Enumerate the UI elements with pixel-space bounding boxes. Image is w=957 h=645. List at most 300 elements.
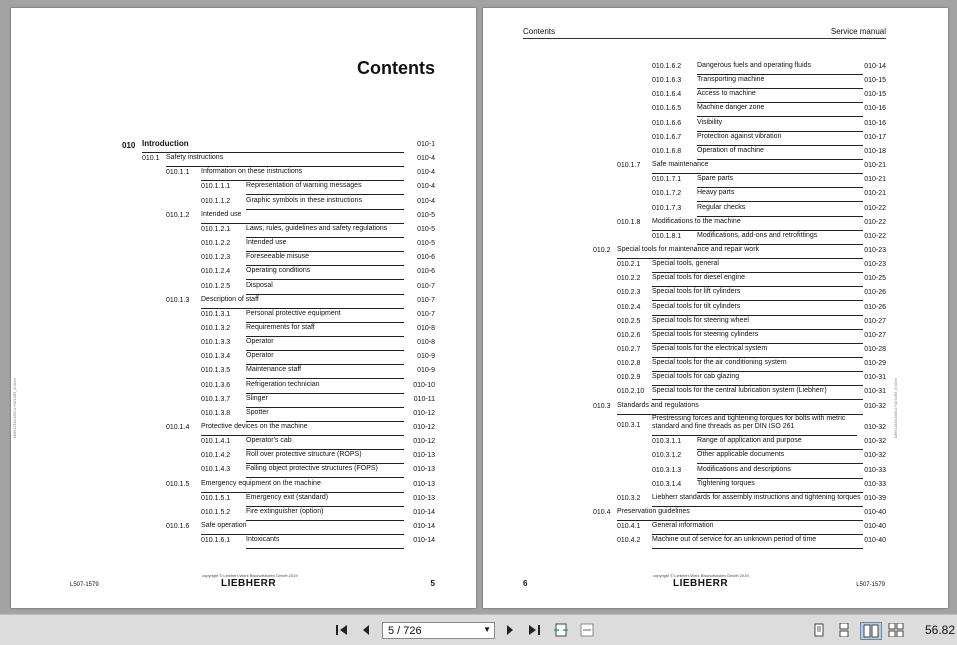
toc-entry-number: 010.2.3 <box>617 289 641 297</box>
toc-entry-title-text: Representation of warning messages <box>246 182 362 190</box>
toc-entry[interactable] <box>483 302 948 316</box>
toc-entry[interactable] <box>11 521 476 535</box>
toc-entry-number: 010.1.6.7 <box>652 133 682 141</box>
toc-entry[interactable] <box>483 259 948 273</box>
toc-entry[interactable] <box>483 61 948 75</box>
toc-entry-number: 010.4 <box>593 509 611 516</box>
toc-entry-title-text: Special tools for maintenance and repair work <box>617 245 760 253</box>
toc-entry-title <box>246 535 404 549</box>
toc-entry[interactable] <box>11 167 476 181</box>
toc-entry-page: 010-12 <box>413 438 435 446</box>
toc-entry-title <box>652 493 863 507</box>
toc-entry-page: 010-16 <box>864 105 886 113</box>
toc-entry-title-text: Machine out of service for an unknown period of time <box>652 536 817 544</box>
toc-entry-title <box>246 380 404 394</box>
toc-entry-title-text: Special tools, general <box>652 260 719 268</box>
toc-entry[interactable] <box>483 465 948 479</box>
toc-entry-title <box>617 507 863 521</box>
first-page-icon[interactable] <box>334 622 350 638</box>
toc-entry-page: 010-13 <box>413 494 435 502</box>
toc-entry[interactable] <box>483 160 948 174</box>
chevron-down-icon[interactable]: ▼ <box>483 625 491 634</box>
toc-entry-title-text: Special tools for the air conditioning system <box>652 359 787 367</box>
toc-entry[interactable] <box>11 139 476 153</box>
toc-entry-title <box>201 295 404 309</box>
toc-entry-title-text: Modifications and descriptions <box>697 465 791 473</box>
toc-entry[interactable] <box>483 188 948 202</box>
toc-entry-title <box>697 61 863 75</box>
toc-entry-page: 010-9 <box>417 367 435 375</box>
toc-entry-number: 010.1.1.1 <box>201 183 231 191</box>
toc-entry[interactable] <box>483 372 948 386</box>
toc-entry-title-text: Operator's cab <box>246 437 292 445</box>
toc-entry-title-text: Emergency equipment on the machine <box>201 479 321 487</box>
toc-entry[interactable] <box>11 281 476 295</box>
toc-entry[interactable] <box>483 415 948 429</box>
toc-entry-title-text: Visibility <box>697 118 723 126</box>
toc-entry[interactable] <box>483 287 948 301</box>
toc-entry-number: 010.3.1.4 <box>652 480 682 488</box>
toc-entry-number: 010.1.3.7 <box>201 395 231 403</box>
navigation-toolbar <box>0 614 957 645</box>
two-page-continuous-icon[interactable] <box>888 622 904 638</box>
toc-entry-title-text: Information on these instructions <box>201 168 303 176</box>
toc-entry-title <box>246 323 404 337</box>
toc-entry-title <box>246 394 404 408</box>
toc-entry[interactable] <box>483 174 948 188</box>
toc-entry-page: 010-7 <box>417 282 435 290</box>
toc-entry-title-text: Intoxicants <box>246 536 280 544</box>
toc-entry-page: 010-4 <box>417 169 435 177</box>
toc-entry-title <box>201 521 404 535</box>
next-page-icon[interactable] <box>502 622 518 638</box>
toc-entry-page: 010-26 <box>864 303 886 311</box>
toc-entry[interactable] <box>11 535 476 549</box>
toc-entry-title-text: Modifications, add-ons and retrofittings <box>697 231 818 239</box>
toc-entry[interactable] <box>11 323 476 337</box>
zoom-level[interactable]: 56.82 <box>924 623 955 637</box>
toc-entry-number: 010.1.8 <box>617 218 641 226</box>
toc-entry-title-text: Prestressing forces and tightening torques for bolts with metric standard and fine threads as per DIN ISO 261 <box>652 414 846 430</box>
toc-entry-title <box>652 316 863 330</box>
toc-entry-page: 010-6 <box>417 254 435 262</box>
toc-entry-title-text: Laws, rules, guidelines and safety regulations <box>246 224 388 232</box>
toc-entry-page: 010-15 <box>864 91 886 99</box>
toc-entry-title <box>697 479 863 493</box>
toc-entry[interactable] <box>483 103 948 117</box>
toc-entry-title-text: Refrigeration technician <box>246 380 320 388</box>
toc-entry-title <box>617 245 863 259</box>
toc-entry-number: 010.1.3.1 <box>201 310 231 318</box>
toc-entry-page: 010-26 <box>864 289 886 297</box>
page-6 <box>483 8 948 608</box>
toc-entry-title-text: Emergency exit (standard) <box>246 493 329 501</box>
toc-entry-title-text: Operator <box>246 338 274 346</box>
toc-entry[interactable] <box>11 351 476 365</box>
toc-entry-title <box>246 464 404 478</box>
toc-entry-title-text: Intended use <box>246 239 287 247</box>
fit-width-icon[interactable] <box>579 622 595 638</box>
side-code: LWH/12344/4/06/11+02/10/83_0/10/en <box>894 378 899 438</box>
toc-entry-number: 010.1.6.5 <box>652 105 682 113</box>
toc-entry-title <box>246 351 404 365</box>
toc-entry[interactable] <box>11 365 476 379</box>
contents-heading: Contents <box>357 58 435 78</box>
toc-entry[interactable] <box>11 493 476 507</box>
toc-entry-number: 010.4.2 <box>617 537 641 545</box>
toc-entry[interactable] <box>11 464 476 478</box>
toc-entry-number: 010.2.8 <box>617 360 641 368</box>
toc-entry-number: 010.1 <box>142 155 160 163</box>
toc-entry[interactable] <box>483 75 948 89</box>
liebherr-logo: LIEBHERR <box>221 578 277 589</box>
toc-entry[interactable] <box>483 217 948 231</box>
toc-entry-number: 010.2.9 <box>617 374 641 382</box>
toc-entry-page: 010-4 <box>417 155 435 163</box>
toc-entry-page: 010-33 <box>864 466 886 474</box>
toc-entry-page: 010-23 <box>864 246 886 254</box>
toc-entry-page: 010-21 <box>864 162 886 170</box>
toc-entry-title-text: Protection against vibration <box>697 132 782 140</box>
toc-entry-title <box>652 330 863 344</box>
toc-entry-number: 010.1.6 <box>166 523 190 531</box>
toc-entry[interactable] <box>483 479 948 493</box>
toc-entry-title-text: Special tools for the electrical system <box>652 345 768 352</box>
toc-entry-page: 010-17 <box>864 133 886 141</box>
toc-entry-page: 010-18 <box>864 147 886 155</box>
toc-entry[interactable] <box>483 386 948 400</box>
toc-entry-page: 010-39 <box>864 494 886 502</box>
liebherr-logo: LIEBHERR <box>673 578 729 589</box>
toc-entry[interactable] <box>11 394 476 408</box>
toc-entry[interactable] <box>11 266 476 280</box>
toc-entry-title <box>246 450 404 464</box>
toc-entry-title-text: Tightening torques <box>697 479 755 487</box>
toc-entry-title <box>652 415 857 436</box>
toc-entry-title-text: Standards and regulations <box>617 401 699 409</box>
toc-entry-number: 010.4.1 <box>617 523 641 531</box>
toc-entry-page: 010-21 <box>864 176 886 184</box>
toc-entry-number: 010.1.6.8 <box>652 147 682 155</box>
toc-entry[interactable] <box>11 153 476 167</box>
toc-entry[interactable] <box>11 196 476 210</box>
toc-entry[interactable] <box>11 210 476 224</box>
toc-entry-title <box>142 139 404 153</box>
toc-entry[interactable] <box>11 238 476 252</box>
footer-code: L507-1579 <box>856 582 885 588</box>
toc-entry-title-text: Fire extinguisher (option) <box>246 507 324 515</box>
toc-entry-title <box>246 252 404 266</box>
toc-entry-number: 010.1.3.6 <box>201 381 231 389</box>
toc-entry-number: 010.2.1 <box>617 261 641 269</box>
toc-entry-title-text: General information <box>652 522 714 530</box>
toc-entry-page: 010-22 <box>864 218 886 226</box>
toc-entry[interactable] <box>483 231 948 245</box>
toc-entry[interactable] <box>11 507 476 521</box>
toc-entry[interactable] <box>11 224 476 238</box>
toc-entry-number: 010.1.3.4 <box>201 353 231 361</box>
toc-entry-page: 010-14 <box>413 523 435 531</box>
toc-entry-number: 010.1.2.5 <box>201 282 231 290</box>
toc-entry-number: 010.1.3.8 <box>201 409 231 417</box>
toc-entry-page: 010-10 <box>413 381 435 389</box>
toc-entry-title-text: Special tools for tilt cylinders <box>652 302 741 310</box>
toc-entry-number: 010.1.2.1 <box>201 225 231 233</box>
toc-entry-page: 010-40 <box>864 509 886 516</box>
toc-entry-title-text: Operating conditions <box>246 267 311 275</box>
toc-entry-page: 010-32 <box>864 423 886 431</box>
toc-entry-page: 010-9 <box>417 353 435 361</box>
toc-entry-title <box>697 231 863 245</box>
toc-entry-title-text: Special tools for steering wheel <box>652 316 749 324</box>
toc-entry-page: 010-14 <box>413 537 435 545</box>
toc-entry-title-text: Safety instructions <box>166 154 224 162</box>
toc-entry[interactable] <box>483 245 948 259</box>
toc-entry-title-text: Spare parts <box>697 175 734 183</box>
toc-entry-title <box>697 465 863 479</box>
toc-entry-page: 010-27 <box>864 317 886 325</box>
toc-entry-number: 010.1.1 <box>166 169 190 177</box>
toc-entry-page: 010-14 <box>413 508 435 516</box>
toc-entry-page: 010-32 <box>864 452 886 460</box>
toc-entry-title-text: Special tools for steering cylinders <box>652 330 759 338</box>
toc-entry-number: 010.3.1.3 <box>652 466 682 474</box>
toc-entry-number: 010.2.4 <box>617 303 641 311</box>
toc-entry-title <box>652 160 863 174</box>
toc-entry-page: 010-8 <box>417 339 435 347</box>
toc-entry-title <box>697 174 863 188</box>
header-rule <box>523 38 886 39</box>
toc-entry-title-text: Transporting machine <box>697 76 765 84</box>
toc-entry-title <box>246 281 404 295</box>
toc-entry-title <box>201 479 404 493</box>
toc-entry-page: 010-12 <box>413 424 435 431</box>
toc-entry-number: 010.1.4.2 <box>201 452 231 460</box>
toc-entry-page: 010-25 <box>864 275 886 283</box>
toc-entry-title <box>697 188 863 202</box>
toc-entry-title-text: Range of application and purpose <box>697 437 802 445</box>
header-right: Service manual <box>830 27 886 36</box>
toc-entry-number: 010.1.3.5 <box>201 367 231 375</box>
toc-entry[interactable] <box>483 358 948 372</box>
toc-entry-page: 010-5 <box>417 225 435 233</box>
toc-entry-title-text: Operation of machine <box>697 146 764 154</box>
toc-entry-title-text: Disposal <box>246 281 273 289</box>
prev-page-icon[interactable] <box>358 622 374 638</box>
toc-entry-title <box>652 372 863 386</box>
continuous-icon[interactable] <box>836 622 852 638</box>
copyright-note: copyright © Liebherr-Werk Bischofshofen GmbH 2019 <box>653 573 749 578</box>
toc-entry[interactable] <box>483 132 948 146</box>
toc-entry-page: 010-40 <box>864 537 886 545</box>
toc-entry-number: 010.1.7.2 <box>652 190 682 198</box>
toc-entry-title-text: Personal protective equipment <box>246 309 341 317</box>
toc-entry-page: 010-7 <box>417 296 435 304</box>
toc-entry[interactable] <box>11 479 476 493</box>
toc-entry-page: 010-4 <box>417 183 435 191</box>
toc-entry-title <box>652 217 863 231</box>
toc-entry-page: 010-23 <box>864 261 886 269</box>
toc-entry-title <box>617 401 863 415</box>
toc-entry-title <box>652 386 863 400</box>
toc-entry-page: 010-31 <box>864 374 886 382</box>
toc-entry[interactable] <box>11 450 476 464</box>
toc-entry-title <box>201 210 404 224</box>
two-page-icon[interactable] <box>860 622 882 640</box>
toc-entry[interactable] <box>11 380 476 394</box>
toc-entry[interactable] <box>483 344 948 358</box>
toc-entry-title-text: Protective devices on the machine <box>201 423 308 430</box>
toc-entry-number: 010.2.6 <box>617 331 641 339</box>
toc-entry-title-text: Regular checks <box>697 203 746 211</box>
toc-entry-page: 010-40 <box>864 523 886 531</box>
toc-entry-page: 010-22 <box>864 204 886 212</box>
toc-entry[interactable] <box>483 146 948 160</box>
side-code: LWH/12344/4/06/11+02/10/83_0/10/en <box>13 378 17 438</box>
toc-entry-number: 010.1.3 <box>166 296 190 304</box>
toc-entry-page: 010-5 <box>417 211 435 219</box>
toc-entry-page: 010-32 <box>864 438 886 446</box>
toc-entry-title-text: Safe operation <box>201 522 247 530</box>
toc-entry[interactable] <box>11 337 476 351</box>
toc-entry[interactable] <box>11 408 476 422</box>
toc-entry-page: 010-6 <box>417 268 435 276</box>
toc-entry[interactable] <box>483 316 948 330</box>
toc-entry[interactable] <box>11 422 476 436</box>
toc-entry-page: 010-31 <box>864 388 886 396</box>
toc-entry[interactable] <box>483 401 948 415</box>
toc-entry-number: 010.2.2 <box>617 275 641 283</box>
toc-entry[interactable] <box>483 450 948 464</box>
toc-entry-title <box>652 259 863 273</box>
toc-entry-title <box>652 287 863 301</box>
toc-entry-page: 010-15 <box>864 77 886 85</box>
toc-entry[interactable] <box>483 535 948 549</box>
toc-entry-title-text: Roll over protective structure (ROPS) <box>246 451 362 459</box>
toc-entry-number: 010.3.1.1 <box>652 438 682 446</box>
toc-entry-title-text: Requirements for staff <box>246 323 315 331</box>
toc-entry[interactable] <box>483 436 948 450</box>
toc-entry-title <box>697 203 863 217</box>
toc-entry-title <box>246 365 404 379</box>
toc-entry-number: 010.1.2.2 <box>201 240 231 248</box>
last-page-icon[interactable] <box>526 622 542 638</box>
toc-entry-title <box>652 273 863 287</box>
toc-entry-number: 010.1.6.6 <box>652 119 682 127</box>
single-page-icon[interactable] <box>811 622 827 638</box>
toc-entry-title <box>246 507 404 521</box>
toc-entry-title <box>246 337 404 351</box>
toc-entry-number: 010.1.2.3 <box>201 254 231 262</box>
toc-entry-number: 010.1.4 <box>166 424 190 431</box>
toc-entry-number: 010.3.1 <box>617 421 641 429</box>
toc-entry[interactable] <box>11 181 476 195</box>
toc-entry-number: 010.1.7 <box>617 162 641 170</box>
toc-entry-title-text: Intended use <box>201 210 242 218</box>
toc-entry-title-text: Spotter <box>246 408 269 416</box>
toc-entry-title <box>697 146 863 160</box>
fit-page-icon[interactable] <box>553 622 569 638</box>
toc-entry-title <box>652 344 863 358</box>
toc-entry-number: 010.1.2.4 <box>201 268 231 276</box>
toc-entry-title-text: Preservation guidelines <box>617 508 690 515</box>
toc-entry-page: 010-11 <box>413 395 435 403</box>
toc-entry[interactable] <box>483 273 948 287</box>
toc-entry-title-text: Liebherr standards for assembly instructions and tightening torques <box>652 493 861 501</box>
toc-entry[interactable] <box>483 507 948 521</box>
toc-entry-number: 010.1.3.3 <box>201 339 231 347</box>
toc-entry[interactable] <box>11 309 476 323</box>
toc-entry-title-text: Access to machine <box>697 90 756 98</box>
toc-entry-title <box>652 535 863 549</box>
toc-entry-title <box>697 436 863 450</box>
toc-entry-title <box>246 408 404 422</box>
toc-entry-title <box>652 358 863 372</box>
toc-entry-page: 010-8 <box>417 324 435 332</box>
toc-entry-title <box>246 224 404 238</box>
toc-entry-title-text: Introduction <box>142 139 189 148</box>
toc-entry-number: 010.1.6.4 <box>652 91 682 99</box>
toc-entry-page: 010-4 <box>417 197 435 205</box>
toc-entry-page: 010-1 <box>417 141 435 148</box>
toc-entry-title <box>246 266 404 280</box>
toc-entry-page: 010-28 <box>864 346 886 353</box>
toc-entry-number: 010.1.5.1 <box>201 494 231 502</box>
toc-entry[interactable] <box>11 252 476 266</box>
toc-entry-page: 010-32 <box>864 402 886 410</box>
toc-entry[interactable] <box>483 203 948 217</box>
toc-entry-title-text: Machine danger zone <box>697 104 765 112</box>
toc-entry-title <box>697 89 863 103</box>
toc-entry-number: 010.1.7.1 <box>652 176 682 184</box>
toc-entry[interactable] <box>11 436 476 450</box>
toc-entry-title <box>166 153 404 167</box>
toc-entry-number: 010.1.6.1 <box>201 537 231 545</box>
copyright-note: copyright © Liebherr-Werk Bischofshofen GmbH 2019 <box>202 573 298 578</box>
toc-entry-number: 010.2.5 <box>617 317 641 325</box>
toc-entry-title <box>246 181 404 195</box>
toc-entry-title <box>697 132 863 146</box>
toc-entry-title-text: Maintenance staff <box>246 366 302 374</box>
toc-entry-number: 010.3.2 <box>617 494 641 502</box>
header-left: Contents <box>523 27 556 36</box>
toc-entry[interactable] <box>483 118 948 132</box>
toc-entry-number: 010.2.7 <box>617 346 641 353</box>
toc-entry[interactable] <box>483 330 948 344</box>
toc-entry-title-text: Heavy parts <box>697 189 735 197</box>
page-number-field[interactable] <box>382 622 495 639</box>
toc-entry-page: 010-13 <box>413 452 435 460</box>
toc-entry[interactable] <box>483 493 948 507</box>
toc-entry-title <box>697 118 863 132</box>
toc-entry[interactable] <box>11 295 476 309</box>
toc-entry-number: 010.1.4.1 <box>201 438 231 446</box>
toc-entry-title <box>201 167 404 181</box>
toc-entry-number: 010.1.5 <box>166 480 190 488</box>
toc-entry-number: 010.1.8.1 <box>652 232 682 240</box>
toc-entry[interactable] <box>483 89 948 103</box>
toc-entry-page: 010-16 <box>864 119 886 127</box>
toc-entry[interactable] <box>483 521 948 535</box>
toc-entry-title-text: Special tools for the central lubrication system (Liebherr) <box>652 387 827 395</box>
toc-entry-number: 010.3.1.2 <box>652 452 682 460</box>
page-number: 6 <box>523 579 528 588</box>
toc-entry-title <box>652 302 863 316</box>
toc-entry-page: 010-13 <box>413 466 435 474</box>
toc-entry-page: 010-13 <box>413 480 435 488</box>
toc-entry-number: 010.1.7.3 <box>652 204 682 212</box>
toc-entry-title-text: Other applicable documents <box>697 451 785 459</box>
